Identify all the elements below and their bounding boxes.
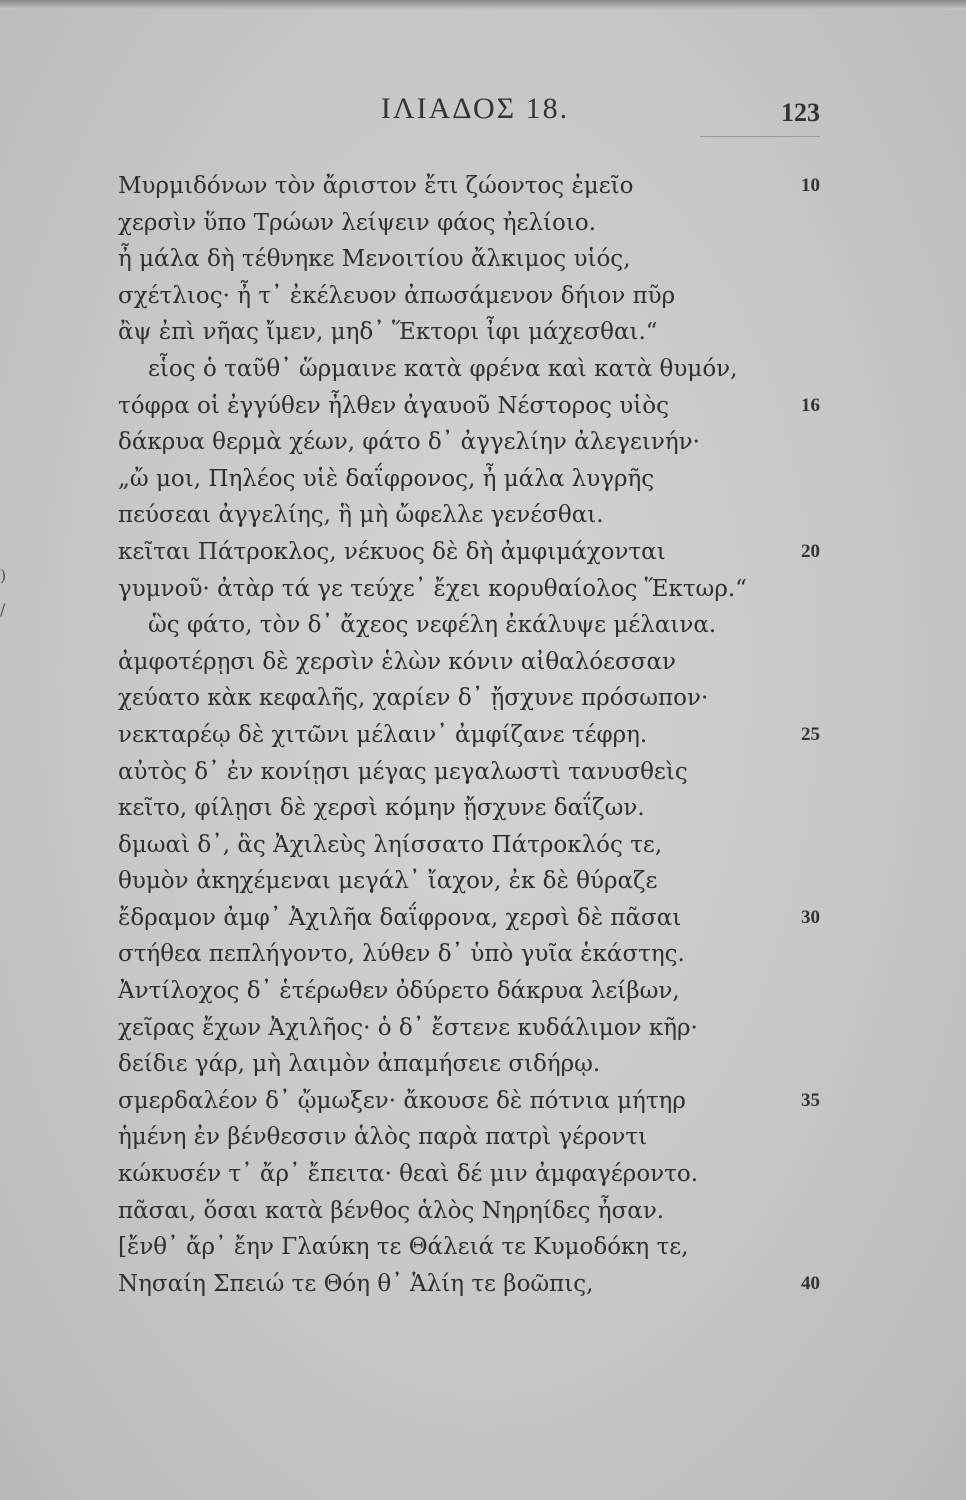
verse-line [0, 1010, 966, 1047]
verse-text: στήθεα πεπλήγοντο, λύθεν δ᾽ ὑπὸ γυῖα ἑκάστης. [118, 941, 685, 968]
verse-text: τόφρα οἱ ἐγγύθεν ἦλθεν ἀγαυοῦ Νέστορος υἱὸς [118, 392, 670, 419]
verse-line [0, 973, 966, 1010]
verse-text: δάκρυα θερμὰ χέων, φάτο δ᾽ ἀγγελίην ἀλεγεινήν· [118, 429, 700, 456]
verse-text: θυμὸν ἀκηχέμεναι μεγάλ᾽ ἴαχον, ἐκ δὲ θύραζε [118, 868, 658, 895]
verse-text: πεύσεαι ἀγγελίης, ἣ μὴ ὤφελλε γενέσθαι. [118, 502, 604, 529]
line-number: 40 [801, 1272, 820, 1294]
verse-text: Μυρμιδόνων τὸν ἄριστον ἔτι ζώοντος ἐμεῖο [118, 173, 634, 199]
verse-text: πᾶσαι, ὅσαι κατὰ βένθος ἁλὸς Νηρηίδες ἦσαν. [118, 1197, 665, 1224]
verse-line [0, 1193, 966, 1230]
page-number-rule [700, 136, 820, 137]
verse-text: Νησαίη Σπειώ τε Θόη θ᾽ Ἁλίη τε βοῶπις, [118, 1270, 594, 1297]
page-number: 123 [781, 98, 820, 127]
verse-line [0, 863, 966, 900]
verse-text: δείδιε γάρ, μὴ λαιμὸν ἀπαμήσειε σιδήρῳ. [118, 1051, 601, 1078]
verse-text: δμωαὶ δ᾽, ἃς Ἀχιλεὺς ληίσσατο Πάτροκλός τε, [118, 831, 663, 858]
verse-line [0, 388, 966, 425]
verse-text: εἷος ὁ ταῦθ᾽ ὥρμαινε κατὰ φρένα καὶ κατὰ θυμόν, [148, 355, 738, 382]
verse-line [0, 205, 966, 242]
verse-text: ἂψ ἐπὶ νῆας ἴμεν, μηδ᾽ Ἕκτορι ἶφι μάχεσθαι.“ [118, 319, 658, 346]
verse-line [0, 241, 966, 278]
line-number: 25 [801, 723, 820, 745]
verse-text: ἦ μάλα δὴ τέθνηκε Μενοιτίου ἄλκιμος υἱός, [118, 246, 631, 273]
verse-line [0, 461, 966, 498]
verse-line [0, 680, 966, 717]
running-head-title: ΙΛΙΑΔΟΣ 18. [380, 92, 570, 125]
verse-line [0, 900, 966, 937]
verse-line [0, 314, 966, 351]
line-number: 30 [801, 906, 820, 928]
verse-line [0, 754, 966, 791]
margin-mark: ) [0, 566, 7, 585]
verse-line [0, 497, 966, 534]
verse-text: χερσὶν ὕπο Τρώων λείψειν φάος ἠελίοιο. [118, 209, 597, 236]
verse-line [0, 351, 966, 388]
verse-text: ἀμφοτέρῃσι δὲ χερσὶν ἑλὼν κόνιν αἰθαλόεσσαν [118, 648, 676, 675]
verse-text: γυμνοῦ· ἀτὰρ τά γε τεύχε᾽ ἔχει κορυθαίολος Ἕκτωρ.“ [118, 575, 747, 602]
verse-line [0, 534, 966, 571]
verse-text: [ἔνθ᾽ ἄρ᾽ ἔην Γλαύκη τε Θάλειά τε Κυμοδόκη τε, [118, 1234, 689, 1261]
verse-line [0, 571, 966, 608]
verse-text: ὣς φάτο, τὸν δ᾽ ἄχεος νεφέλη ἐκάλυψε μέλαινα. [148, 612, 717, 639]
verse-line [0, 1229, 966, 1266]
verse-line [0, 717, 966, 754]
verse-line [0, 1083, 966, 1120]
line-number: 10 [801, 175, 820, 196]
verse-text: σμερδαλέον δ᾽ ᾤμωξεν· ἄκουσε δὲ πότνια μήτηρ [118, 1087, 686, 1114]
verse-text: ἡμένη ἐν βένθεσσιν ἁλὸς παρὰ πατρὶ γέροντι [118, 1124, 648, 1151]
verse-text: αὐτὸς δ᾽ ἐν κονίῃσι μέγας μεγαλωστὶ τανυσθεὶς [118, 758, 688, 785]
verse-text: χεῖρας ἔχων Ἀχιλῆος· ὁ δ᾽ ἔστενε κυδάλιμον κῆρ· [118, 1014, 698, 1041]
verse-line [0, 424, 966, 461]
verse-text: Ἀντίλοχος δ᾽ ἑτέρωθεν ὀδύρετο δάκρυα λείβων, [118, 978, 680, 1005]
verse-line [0, 1156, 966, 1193]
line-number: 20 [801, 540, 820, 562]
verse-line [0, 1046, 966, 1083]
margin-mark: / [0, 600, 6, 619]
verse-line [0, 936, 966, 973]
verse-line [0, 278, 966, 315]
verse-text: ἔδραμον ἀμφ᾽ Ἀχιλῆα δαΐφρονα, χερσὶ δὲ πᾶσαι [118, 904, 682, 931]
verse-text: κεῖται Πάτροκλος, νέκυος δὲ δὴ ἀμφιμάχονται [118, 538, 666, 565]
verse-text: κεῖτο, φίλῃσι δὲ χερσὶ κόμην ᾔσχυνε δαΐζων. [118, 795, 645, 822]
verse-line [0, 790, 966, 827]
line-number: 16 [801, 394, 820, 416]
page-top-edge [0, 0, 966, 10]
verse-text: „ὤ μοι, Πηλέος υἱὲ δαΐφρονος, ἦ μάλα λυγρῆς [118, 465, 655, 492]
verse-line [0, 1119, 966, 1156]
verse-line [0, 607, 966, 644]
verse-text: σχέτλιος· ἦ τ᾽ ἐκέλευον ἀπωσάμενον δήιον πῦρ [118, 282, 676, 309]
verse-text: νεκταρέῳ δὲ χιτῶνι μέλαιν᾽ ἀμφίζανε τέφρη. [118, 721, 648, 748]
verse-block [0, 168, 966, 1302]
verse-line [0, 168, 966, 205]
verse-line [0, 827, 966, 864]
verse-line [0, 1266, 966, 1303]
verse-text: χεύατο κὰκ κεφαλῆς, χαρίεν δ᾽ ᾔσχυνε πρόσωπον· [118, 685, 709, 712]
verse-text: κώκυσέν τ᾽ ἄρ᾽ ἔπειτα· θεαὶ δέ μιν ἀμφαγέροντο. [118, 1161, 699, 1188]
line-number: 35 [801, 1089, 820, 1111]
verse-line [0, 644, 966, 681]
